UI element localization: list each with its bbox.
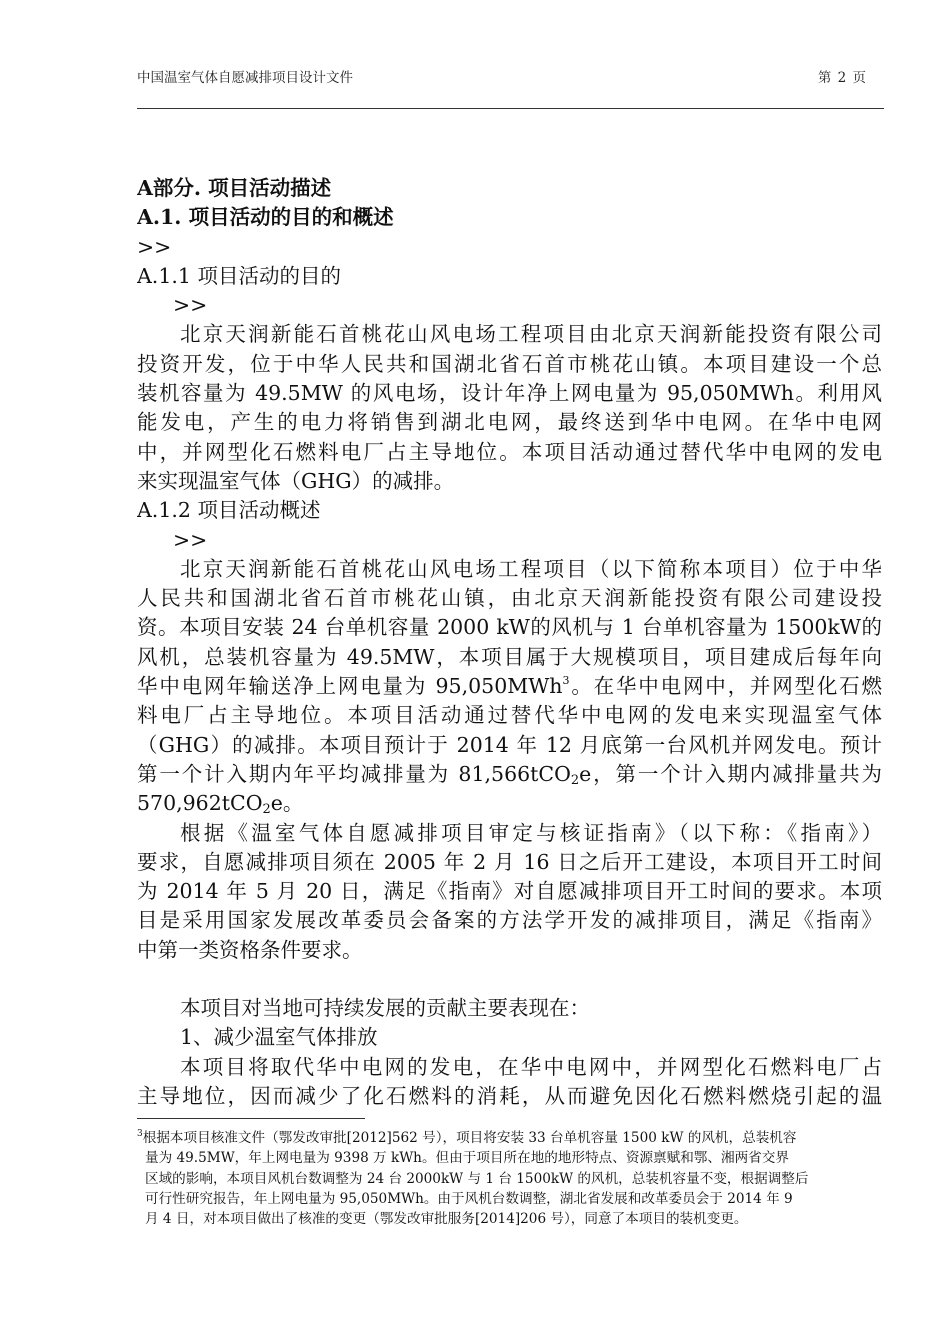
purpose-line: 能发电，产生的电力将销售到湖北电网，最终送到华中电网。在华中电网 [137,410,882,435]
purpose-heading: A.1.1 项目活动的目的 [137,263,341,288]
text-run: 570,962tCO [137,791,263,816]
page-number: 第 2 页 [817,70,866,86]
text-run: 根据本项目核准文件（鄂发改审批[2012]562 号），项目将安装 33 台单机容量 1500 kW 的风机，总装机容 [142,1130,797,1146]
text-run: 第一个计入期内年平均减排量为 81,566tCO [137,761,571,786]
marker: >> [173,293,208,318]
purpose-line: 中，并网型化石燃料电厂占主导地位。本项目活动通过替代华中电网的发电 [137,439,882,464]
footnote-line: 区域的影响，本项目风机台数调整为 24 台 2000kW 与 1 台 1500kW 的风机，总装机容量不变，根据调整后 [145,1170,809,1187]
purpose-line: 装机容量为 49.5MW 的风电场，设计年净上网电量为 95,050MWh。利用风 [137,381,882,406]
marker: >> [137,234,172,259]
footnote-line: 可行性研究报告，年上网电量为 95,050MWh。由于风机台数调整，湖北省发展和改革委员会于 2014 年 9 [145,1190,793,1207]
overview-line: 资。本项目安装 24 台单机容量 2000 kW的风机与 1 台单机容量为 1500kW的 [137,615,882,640]
purpose-line: 北京天润新能石首桃花山风电场工程项目由北京天润新能投资有限公司 [180,322,882,347]
footnote-line [137,1128,882,1148]
running-header-title: 中国温室气体自愿减排项目设计文件 [137,70,353,86]
subsection-heading: A.1. 项目活动的目的和概述 [137,205,394,230]
subscript: 2 [262,802,271,818]
text-run: 。在华中电网中，并网型化石燃 [569,674,882,699]
text-run: e，第一个计入期内减排量共为 [579,761,882,786]
overview-line: （GHG）的减排。本项目预计于 2014 年 12 月底第一台风机并网发电。预计 [137,732,882,757]
overview-line: 北京天润新能石首桃花山风电场工程项目（以下简称本项目）位于中华 [180,556,882,581]
contribution-line: 本项目将取代华中电网的发电，在华中电网中，并网型化石燃料电厂占 [180,1054,882,1079]
guideline-line: 要求，自愿减排项目须在 2005 年 2 月 16 日之后开工建设，本项目开工时间 [137,849,882,874]
footnote-line: 月 4 日，对本项目做出了核准的变更（鄂发改审批服务[2014]206 号），同意了本项目的装机变更。 [145,1211,748,1228]
guideline-line: 根据《温室气体自愿减排项目审定与核证指南》（以下称：《指南》） [180,820,882,845]
overview-line: 人民共和国湖北省石首市桃花山镇，由北京天润新能投资有限公司建设投 [137,586,882,611]
paragraph-gap [137,965,882,994]
overview-heading: A.1.2 项目活动概述 [137,498,321,523]
overview-line [137,672,882,701]
contribution-intro: 本项目对当地可持续发展的贡献主要表现在： [180,996,590,1021]
guideline-line: 目是采用国家发展改革委员会备案的方法学开发的减排项目，满足《指南》 [137,908,882,933]
contribution-item: 1、减少温室气体排放 [180,1025,378,1050]
overview-line: 风机，总装机容量为 49.5MW，本项目属于大规模项目，项目建成后每年向 [137,644,882,669]
text-run: e。 [270,791,304,816]
purpose-line: 投资开发，位于中华人民共和国湖北省石首市桃花山镇。本项目建设一个总 [137,351,882,376]
purpose-line: 来实现温室气体（GHG）的减排。 [137,468,455,493]
overview-line [137,760,882,789]
guideline-line: 为 2014 年 5 月 20 日，满足《指南》对自愿减排项目开工时间的要求。本项 [137,879,882,904]
marker: >> [173,527,208,552]
contribution-line: 主导地位，因而减少了化石燃料的消耗，从而避免因化石燃料燃烧引起的温 [137,1083,882,1108]
guideline-line: 中第一类资格条件要求。 [137,937,363,962]
footnote-separator [137,1118,365,1119]
section-heading: A部分. 项目活动描述 [137,176,332,200]
footnote-line: 量为 49.5MW，年上网电量为 9398 万 kWh。但由于项目所在地的地形特点、资源禀赋和鄂、湘两省交界 [145,1150,789,1167]
text-run: 华中电网年输送净上网电量为 95,050MWh [137,674,563,699]
footnote-mark: 3 [137,1129,143,1139]
footnote-ref: 3 [562,674,570,688]
header-divider [137,108,884,109]
footnote [137,1128,882,1229]
overview-line: 料电厂占主导地位。本项目活动通过替代华中电网的发电来实现温室气体 [137,703,882,728]
document-body [137,174,882,1111]
subscript: 2 [570,772,580,788]
overview-line [137,789,882,818]
